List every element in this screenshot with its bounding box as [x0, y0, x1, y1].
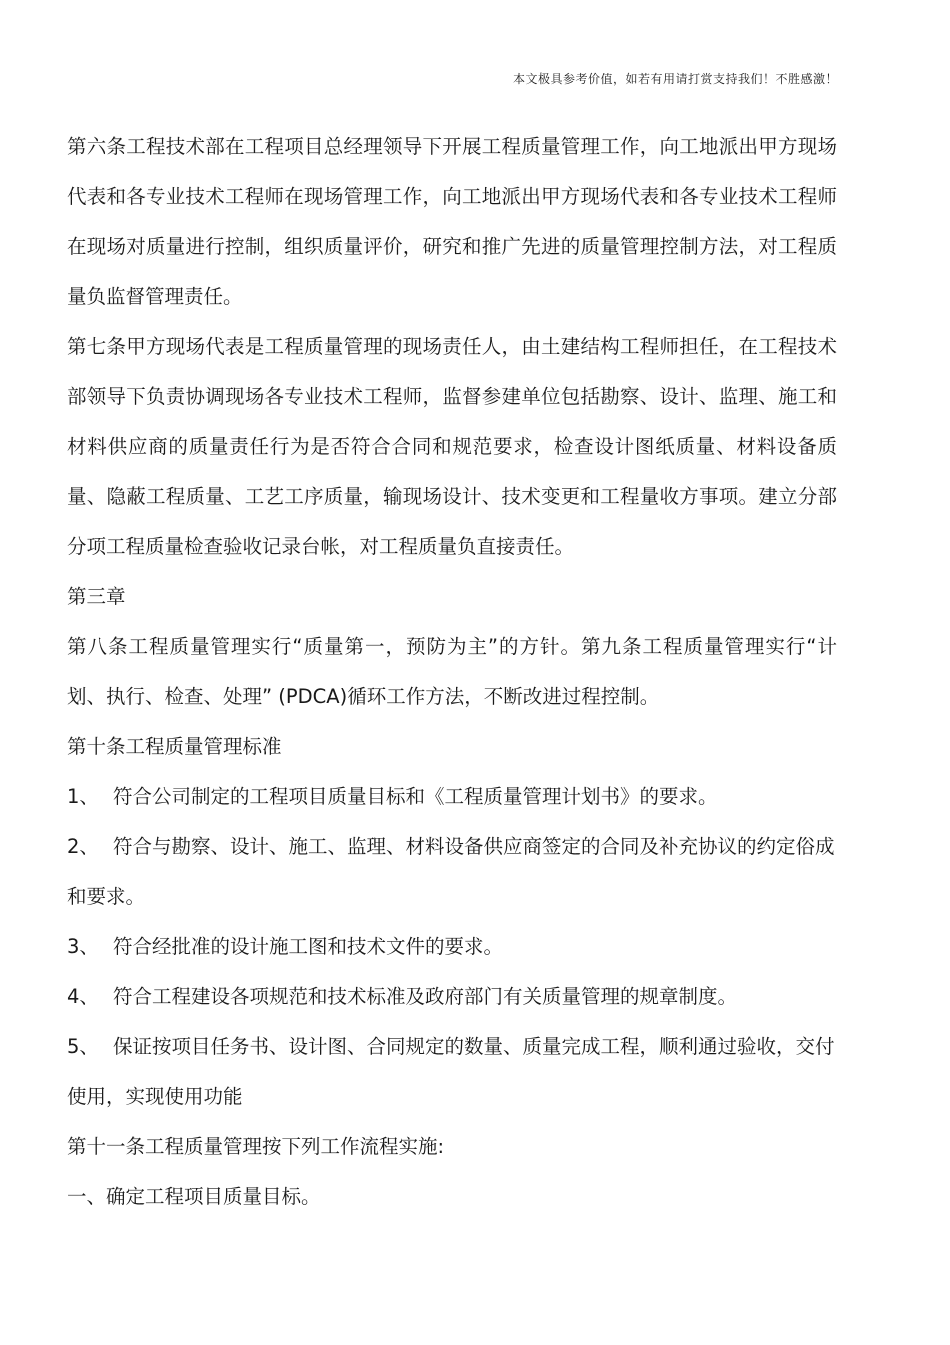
list-text: 符合经批准的设计施工图和技术文件的要求。 [113, 935, 504, 958]
list-text: 保证按项目任务书、设计图、合同规定的数量、质量完成工程，顺利通过验收，交付使用，实现使用功能 [67, 1035, 835, 1108]
list-number: 5、 [67, 1035, 99, 1058]
article-11: 第十一条工程质量管理按下列工作流程实施: [67, 1135, 445, 1158]
step-1: 一、确定工程项目质量目标。 [67, 1185, 321, 1208]
standard-item-5 [67, 1022, 837, 1122]
standard-item-1 [67, 772, 837, 822]
list-text: 符合与勘察、设计、施工、监理、材料设备供应商签定的合同及补充协议的约定俗成和要求。 [67, 835, 835, 908]
list-text: 符合工程建设各项规范和技术标准及政府部门有关质量管理的规章制度。 [113, 985, 738, 1008]
article-8-9: 第八条工程质量管理实行“质量第一，预防为主”的方针。第九条工程质量管理实行“计划、执行、检查、处理” (PDCA)循环工作方法，不断改进过程控制。 [67, 635, 837, 708]
article-6: 第六条工程技术部在工程项目总经理领导下开展工程质量管理工作，向工地派出甲方现场代表和各专业技术工程师在现场管理工作，向工地派出甲方现场代表和各专业技术工程师在现场对质量进行控制，组织质量评价，研究和推广先进的质量管理控制方法，对工程质量负监督管理责任。 [67, 135, 837, 308]
list-number: 2、 [67, 835, 99, 858]
list-number: 3、 [67, 935, 99, 958]
standard-item-3 [67, 922, 837, 972]
article-7: 第七条甲方现场代表是工程质量管理的现场责任人，由土建结构工程师担任，在工程技术部领导下负责协调现场各专业技术工程师，监督参建单位包括勘察、设计、监理、施工和材料供应商的质量责任行为是否符合合同和规范要求，检查设计图纸质量、材料设备质量、隐蔽工程质量、工艺工序质量，输现场设计、技术变更和工程量收方事项。建立分部分项工程质量检查验收记录台帐，对工程质量负直接责任。 [67, 335, 837, 558]
article-10-heading: 第十条工程质量管理标准 [67, 735, 282, 758]
document-body [67, 122, 837, 1222]
standard-item-2 [67, 822, 837, 922]
list-number: 1、 [67, 785, 99, 808]
header-note: 本文极具参考价值，如若有用请打赏支持我们！不胜感激！ [512, 72, 838, 86]
list-text: 符合公司制定的工程项目质量目标和《工程质量管理计划书》的要求。 [113, 785, 718, 808]
list-number: 4、 [67, 985, 99, 1008]
standard-item-4 [67, 972, 837, 1022]
chapter-3-heading: 第三章 [67, 585, 126, 608]
